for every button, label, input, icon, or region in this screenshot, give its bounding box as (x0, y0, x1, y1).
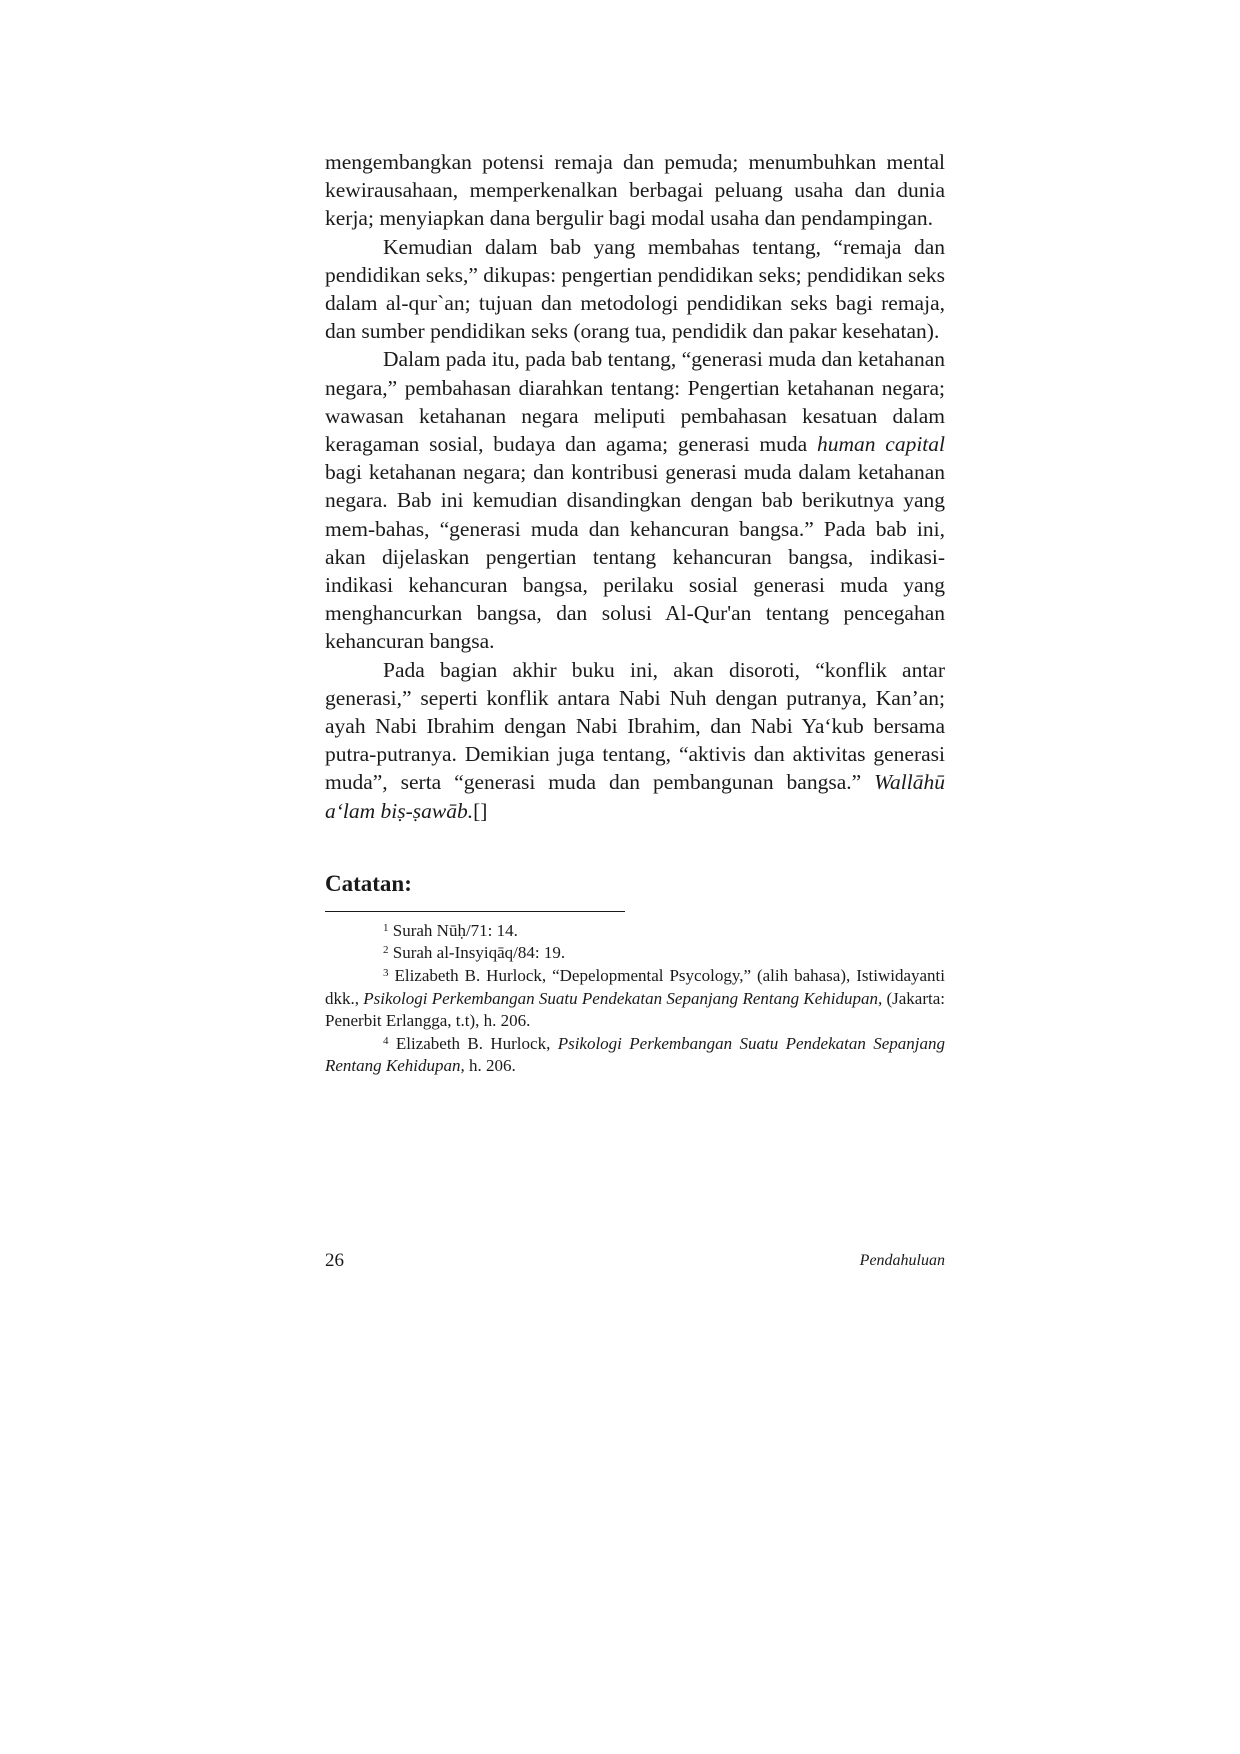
paragraph-3: Dalam pada itu, pada bab tentang, “generasi muda dan ketahanan negara,” pembahasan diarahkan tentang: Pengertian ketahanan negara; wawasan ketahanan negara meliputi pembahasan kesatuan dalam keragaman sosial, budaya dan agama; generasi muda human capital bagi ketahanan negara; dan kontribusi generasi muda dalam ketahanan negara. Bab ini kemudian disandingkan dengan bab berikutnya yang mem-bahas, “generasi muda dan kehancuran bangsa.” Pada bab ini, akan dijelaskan pengertian tentang kehancuran bangsa, indikasi-indikasi kehancuran bangsa, perilaku sosial generasi muda yang menghancurkan bangsa, dan solusi Al-Qur'an tentang pencegahan kehancuran bangsa. (325, 347, 945, 654)
footnote-1: $^1$ Surah Nūḥ/71: 14. (383, 920, 518, 940)
italic-term: human capital (816, 432, 945, 457)
closing-phrase: Wallāhū a‘lam biṣ-ṣawāb. (325, 770, 945, 823)
paragraph-4: Pada bagian akhir buku ini, akan disoroti, “konflik antar generasi,” seperti konflik antara Nabi Nuh dengan putranya, Kan’an; ayah Nabi Ibrahim dengan Nabi Ibrahim, dan Nabi Ya‘kub bersama putra-putranya. Demikian juga tentang, “aktivis dan aktivitas generasi muda”, serta “generasi muda dan pembangunan bangsa.” Wallāhū a‘lam biṣ-ṣawāb.[] (325, 657, 945, 823)
footnote-4: $^4$ Elizabeth B. Hurlock, Psikologi Perkembangan Suatu Pendekatan Sepanjang Rentang Kehidupan, h. 206. (325, 1033, 945, 1076)
footnotes (325, 920, 945, 1078)
footnote-number: 3 (383, 967, 389, 980)
page-footer (325, 1250, 945, 1276)
running-title: Pendahuluan (859, 1252, 945, 1269)
notes-divider (325, 911, 625, 912)
paragraph-2: Kemudian dalam bab yang membahas tentang, “remaja dan pendidikan seks,” dikupas: pengertian pendidikan seks; pendidikan seks dalam al-qur`an; tujuan dan metodologi pendidikan seks bagi remaja, dan sumber pendidikan seks (orang tua, pendidik dan pakar kesehatan). (325, 234, 945, 344)
footnote-number: 2 (383, 944, 389, 957)
footnote-number: 4 (383, 1034, 389, 1047)
page-number: 26 (325, 1250, 344, 1271)
body-text (325, 148, 945, 825)
footnote-2: $^2$ Surah al-Insyiqāq/84: 19. (383, 943, 566, 963)
footnote-3: $^3$ Elizabeth B. Hurlock, “Depelopmental Psycology,” (alih bahasa), Istiwidayanti dkk., Psikologi Perkembangan Suatu Pendekatan Sepanjang Rentang Kehidupan, (Jakarta: Penerbit Erlangga, t.t), h. 206. (325, 966, 946, 1031)
page-content (325, 148, 945, 1078)
footnote-number: 1 (383, 921, 389, 934)
notes-heading: Catatan: (325, 870, 412, 896)
paragraph-1: mengembangkan potensi remaja dan pemuda; menumbuhkan mental kewirausahaan, memperkenalkan berbagai peluang usaha dan dunia kerja; menyiapkan dana bergulir bagi modal usaha dan pendampingan. (325, 150, 945, 231)
